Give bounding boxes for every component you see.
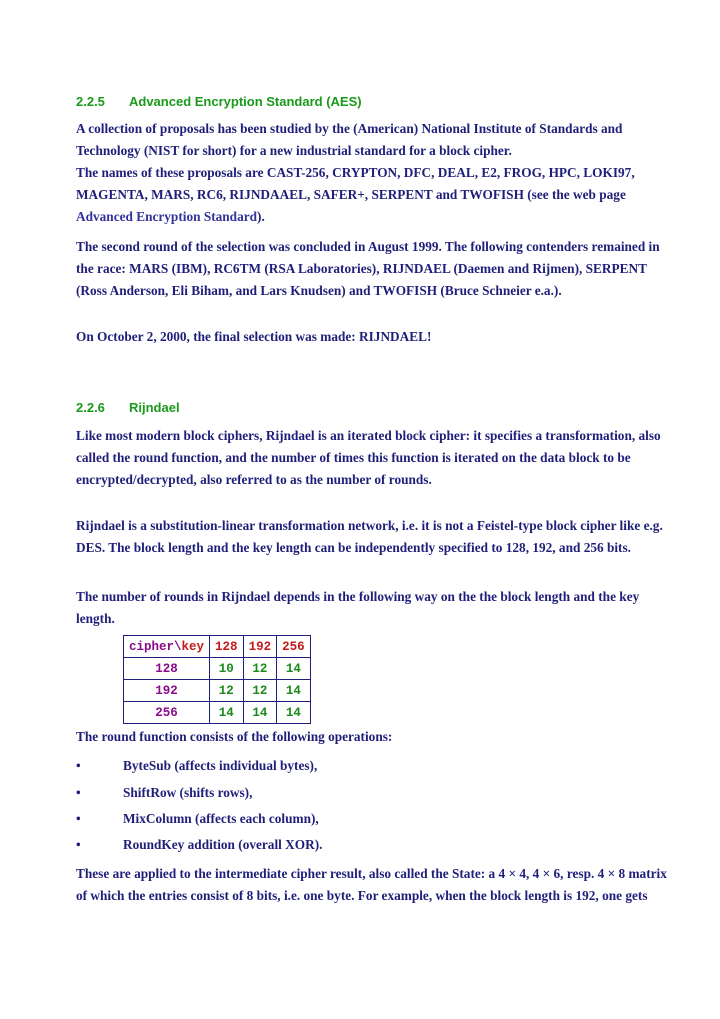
paragraph-text-end: ). <box>257 209 265 224</box>
section-number: 2.2.6 <box>76 400 105 415</box>
table-cell: 14 <box>210 702 244 724</box>
list-item <box>76 811 319 827</box>
row-header: 192 <box>124 680 210 702</box>
paragraph-second-round: The second round of the selection was concluded in August 1999. The following contenders remained in the race: MARS (IBM), RC6TM (RSA Laboratories), RIJNDAEL (Daemen and Rijmen), SERPENT (Ross Anderson, Eli Biham, and Lars Knudsen) and TWOFISH (Bruce Schneier e.a.). <box>76 239 660 298</box>
bullet-icon: • <box>76 837 81 852</box>
list-item <box>76 785 252 801</box>
section-title: Rijndael <box>129 400 180 415</box>
table-cell: 12 <box>210 680 244 702</box>
bullet-icon: • <box>76 811 81 826</box>
list-item-text: ByteSub (affects individual bytes), <box>123 758 318 773</box>
table-cell: 12 <box>243 658 277 680</box>
section-number: 2.2.5 <box>76 94 105 109</box>
table-row <box>124 702 311 724</box>
row-header: 128 <box>124 658 210 680</box>
list-item-text: MixColumn (affects each column), <box>123 811 319 826</box>
table-cell: 14 <box>277 680 311 702</box>
column-header: 256 <box>277 636 311 658</box>
table-row <box>124 658 311 680</box>
paragraph-final-selection: On October 2, 2000, the final selection was made: RIJNDAEL! <box>76 329 432 344</box>
list-item-text: ShiftRow (shifts rows), <box>123 785 253 800</box>
row-header: 256 <box>124 702 210 724</box>
list-item-text: RoundKey addition (overall XOR). <box>123 837 323 852</box>
bullet-icon: • <box>76 785 81 800</box>
paragraph-text: The names of these proposals are CAST-256, CRYPTON, DFC, DEAL, E2, FROG, HPC, LOKI97, MAGENTA, MARS, RC6, RIJNDAAEL, SAFER+, SERPENT and TWOFISH (see the web page <box>76 165 635 202</box>
list-item <box>76 837 322 853</box>
table-corner-cell: cipher\key <box>124 636 210 658</box>
rounds-table <box>123 635 311 724</box>
table-cell: 12 <box>243 680 277 702</box>
section-title: Advanced Encryption Standard (AES) <box>129 94 362 109</box>
table-cell: 14 <box>243 702 277 724</box>
section-heading-aes <box>76 94 362 109</box>
paragraph-state-matrix: These are applied to the intermediate cipher result, also called the State: a 4 × 4, 4 × 6, resp. 4 × 8 matrix of which the entries consist of 8 bits, i.e. one byte. For example, when the block length is 192, one gets <box>76 866 667 903</box>
column-header: 192 <box>243 636 277 658</box>
table-cell: 10 <box>210 658 244 680</box>
table-cell: 14 <box>277 658 311 680</box>
section-heading-rijndael <box>76 400 180 415</box>
paragraph-rijndael-intro: Like most modern block ciphers, Rijndael is an iterated block cipher: it specifies a transformation, also called the round function, and the number of times this function is iterated on the data block to be encrypted/decrypted, also referred to as the number of rounds. <box>76 428 661 487</box>
column-header: 128 <box>210 636 244 658</box>
paragraph-rounds: The number of rounds in Rijndael depends in the following way on the the block length and the key length. <box>76 589 640 626</box>
list-item <box>76 758 317 774</box>
bullet-icon: • <box>76 758 81 773</box>
paragraph-aes-proposals <box>76 162 676 228</box>
table-header-row <box>124 636 311 658</box>
table-row <box>124 680 311 702</box>
aes-web-link[interactable]: Advanced Encryption Standard <box>76 209 258 224</box>
paragraph-round-function: The round function consists of the following operations: <box>76 729 393 744</box>
paragraph-aes-intro: A collection of proposals has been studied by the (American) National Institute of Standards and Technology (NIST for short) for a new industrial standard for a block cipher. <box>76 121 623 158</box>
table-cell: 14 <box>277 702 311 724</box>
paragraph-substitution: Rijndael is a substitution-linear transformation network, i.e. it is not a Feistel-type block cipher like e.g. DES. The block length and the key length can be independently specified to 128, 192, and 256 bits. <box>76 518 663 555</box>
